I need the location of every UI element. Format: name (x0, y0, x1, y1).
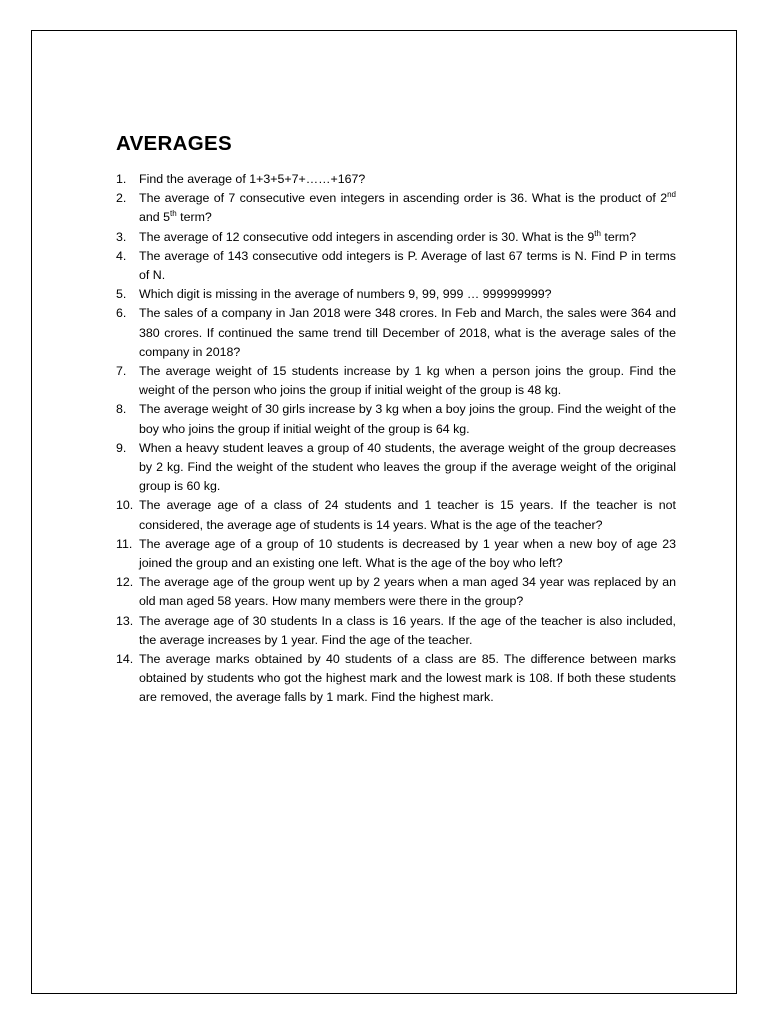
question-number: 14. (116, 652, 134, 667)
question-number: 1. (116, 172, 127, 186)
question-number: 10. (116, 498, 134, 513)
question-number: 8. (116, 402, 127, 417)
question-number: 7. (116, 364, 127, 379)
question-number: 2. (116, 191, 127, 206)
question-item (116, 228, 676, 247)
page-title: AVERAGES (116, 132, 232, 155)
question-item (116, 400, 676, 438)
question-list (116, 170, 676, 708)
question-item (116, 170, 676, 189)
question-text (139, 652, 676, 704)
question-text (139, 537, 676, 570)
question-text-segment: The average of 7 consecutive even integers in ascending order is 36. What is the product of 2 (139, 191, 668, 206)
question-text-segment: The average age of a group of 10 students is decreased by 1 year when a new boy of age 23 joined the group and an existing one left. What is the age of the boy who left? (139, 536, 676, 571)
question-number: 5. (116, 287, 127, 302)
question-text-segment: term? (176, 210, 212, 225)
question-number: 6. (116, 306, 127, 321)
question-number: 9. (116, 440, 127, 455)
question-number: 13. (116, 613, 134, 628)
question-item (116, 362, 676, 400)
question-text (139, 306, 676, 358)
question-text-segment: The average weight of 30 girls increase by 3 kg when a boy joins the group. Find the weight of the boy who joins the group if initial weight of the group is 64 kg. (139, 402, 676, 436)
question-text-segment: The average marks obtained by 40 students of a class are 85. The difference between marks obtained by students who got the highest mark and the lowest mark is 108. If both these students are removed, the average falls by 1 mark. Find the highest mark. (139, 652, 676, 705)
question-item (116, 285, 676, 304)
question-text (139, 614, 676, 647)
question-item (116, 304, 676, 362)
question-number: 11. (116, 536, 133, 551)
question-text (139, 441, 676, 493)
question-number: 3. (116, 229, 127, 244)
question-item (116, 496, 676, 534)
question-text (139, 191, 676, 224)
document-body (116, 131, 676, 708)
question-text-segment: Which digit is missing in the average of numbers 9, 99, 999 … 999999999? (139, 287, 552, 302)
question-item (116, 535, 676, 573)
question-text-segment: The average age of 30 students In a class is 16 years. If the age of the teacher is also included, the average increases by 1 year. Find the age of the teacher. (139, 613, 676, 647)
question-text-segment: The average age of the group went up by 2 years when a man aged 34 year was replaced by an old man aged 58 years. How many members were there in the group? (139, 575, 676, 609)
ordinal-suffix: th (170, 209, 177, 219)
question-text-segment: The sales of a company in Jan 2018 were 348 crores. In Feb and March, the sales were 364 and 380 crores. If continued the same trend till December of 2018, what is the average sales of the company in 2018? (139, 306, 676, 359)
question-item (116, 573, 676, 611)
question-text-segment: When a heavy student leaves a group of 40 students, the average weight of the group decreases by 2 kg. Find the weight of the student who leaves the group if the average weight of the original group is 60 kg. (139, 440, 676, 494)
ordinal-suffix: nd (667, 190, 676, 200)
ordinal-suffix: th (594, 228, 601, 238)
question-text (139, 287, 552, 301)
question-item (116, 189, 676, 227)
question-number: 12. (116, 575, 134, 590)
question-text (139, 575, 676, 608)
question-text (139, 172, 365, 186)
question-item (116, 247, 676, 285)
question-text (139, 364, 676, 397)
question-text-segment: and 5 (139, 210, 171, 225)
question-text (139, 249, 676, 282)
question-text-segment: The average of 12 consecutive odd integers in ascending order is 30. What is the 9 (139, 229, 595, 244)
question-text-segment: The average of 143 consecutive odd integers is P. Average of last 67 terms is N. Find P in terms of N. (139, 248, 676, 283)
question-text-segment: Find the average of 1+3+5+7+……+167? (139, 172, 366, 186)
question-text-segment: The average age of a class of 24 students and 1 teacher is 15 years. If the teacher is not considered, the average age of students is 14 years. What is the age of the teacher? (139, 498, 676, 532)
question-text-segment: The average weight of 15 students increase by 1 kg when a person joins the group. Find the weight of the person who joins the group if initial weight of the group is 48 kg. (139, 364, 676, 398)
question-text-segment: term? (600, 229, 637, 244)
question-item (116, 650, 676, 708)
question-number: 4. (116, 248, 127, 263)
question-text (139, 402, 676, 435)
question-text (139, 498, 676, 531)
question-item (116, 439, 676, 497)
question-item (116, 612, 676, 650)
question-text (139, 230, 636, 244)
